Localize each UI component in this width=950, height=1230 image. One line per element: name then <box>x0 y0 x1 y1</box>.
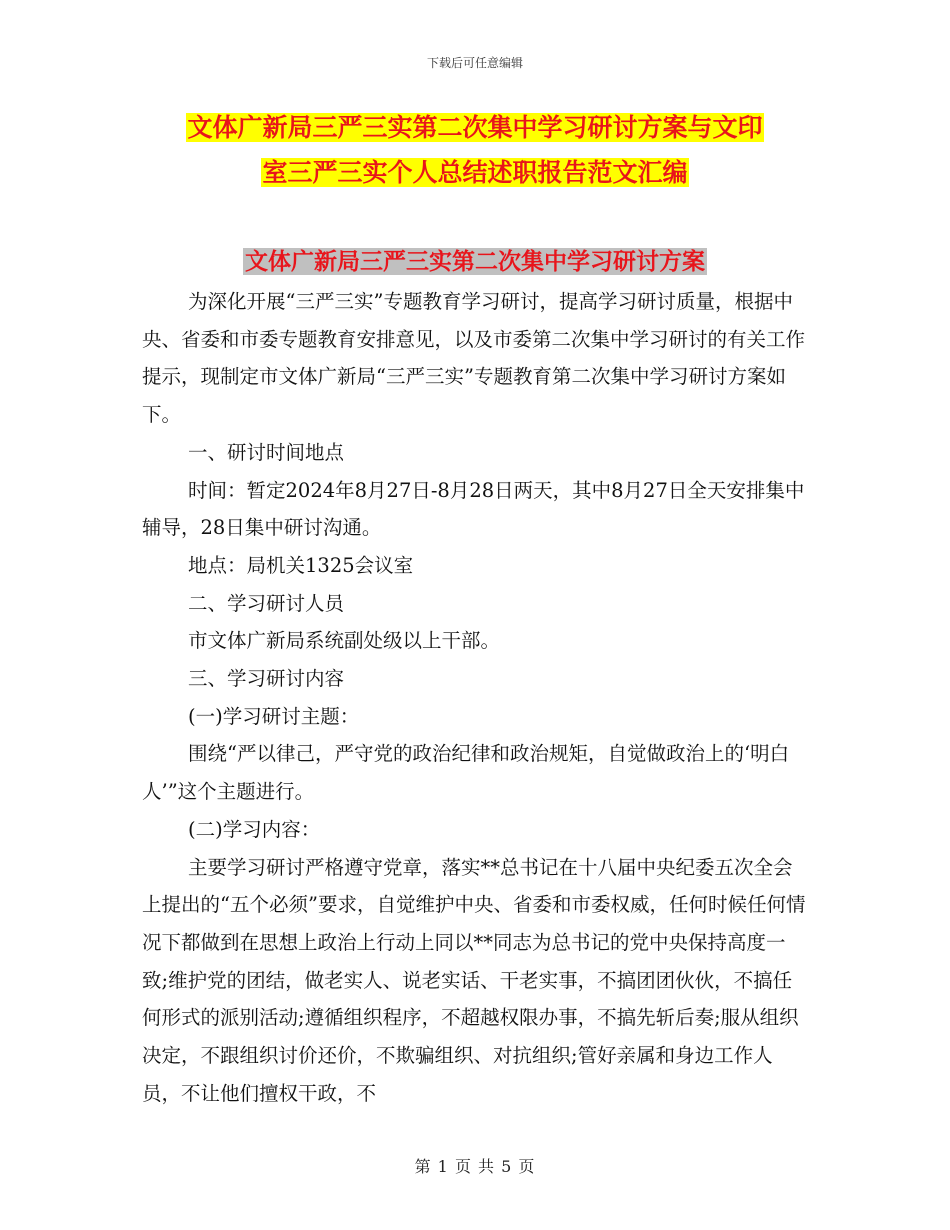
subheading-study-content: (二)学习内容： <box>188 817 321 841</box>
section-title: 文体广新局三严三实第二次集中学习研讨方案 <box>245 248 705 275</box>
page-footer: 第 1 页 共 5 页 <box>414 1157 536 1176</box>
paragraph-intro: 为深化开展“三严三实”专题教育学习研讨，提高学习研讨质量，根据中央、省委和市委专题教育安排意见，以及市委第二次集中学习研讨的有关工作提示，现制定市文体广新局“三严三实”专题教育第二次集中学习研讨方案如下。 <box>142 290 806 427</box>
paragraph-theme: 围绕“严以律己，严守党的政治纪律和政治规矩，自觉做政治上的‘明白人’”这个主题进行。 <box>142 742 790 804</box>
document-title-line-1: 文体广新局三严三实第二次集中学习研讨方案与文印 <box>187 113 763 142</box>
paragraph-time: 时间：暂定2024年8月27日-8月28日两天，其中8月27日全天安排集中辅导，28日集中研讨沟通。 <box>142 478 805 540</box>
subheading-theme: (一)学习研讨主题： <box>188 704 360 728</box>
body-text <box>142 283 808 1112</box>
header-note: 下载后可任意编辑 <box>426 56 523 70</box>
paragraph-location: 地点：局机关1325会议室 <box>188 553 414 577</box>
heading-participants: 二、学习研讨人员 <box>188 591 345 615</box>
paragraph-participants: 市文体广新局系统副处级以上干部。 <box>188 629 501 653</box>
heading-time-location: 一、研讨时间地点 <box>188 440 345 464</box>
document-title-line-2: 室三严三实个人总结述职报告范文汇编 <box>262 158 688 187</box>
paragraph-study-content: 主要学习研讨严格遵守党章，落实**总书记在十八届中央纪委五次全会上提出的“五个必须”要求，自觉维护中央、省委和市委权威，任何时候任何情况下都做到在思想上政治上行动上同以**同志为总书记的党中央保持高度一致;维护党的团结，做老实人、说老实话、干老实事，不搞团团伙伙，不搞任何形式的派别活动;遵循组织程序，不超越权限办事，不搞先斩后奏;服从组织决定，不跟组织讨价还价，不欺骗组织、对抗组织;管好亲属和身边工作人员，不让他们擅权干政，不 <box>142 855 806 1105</box>
heading-content: 三、学习研讨内容 <box>188 667 345 691</box>
